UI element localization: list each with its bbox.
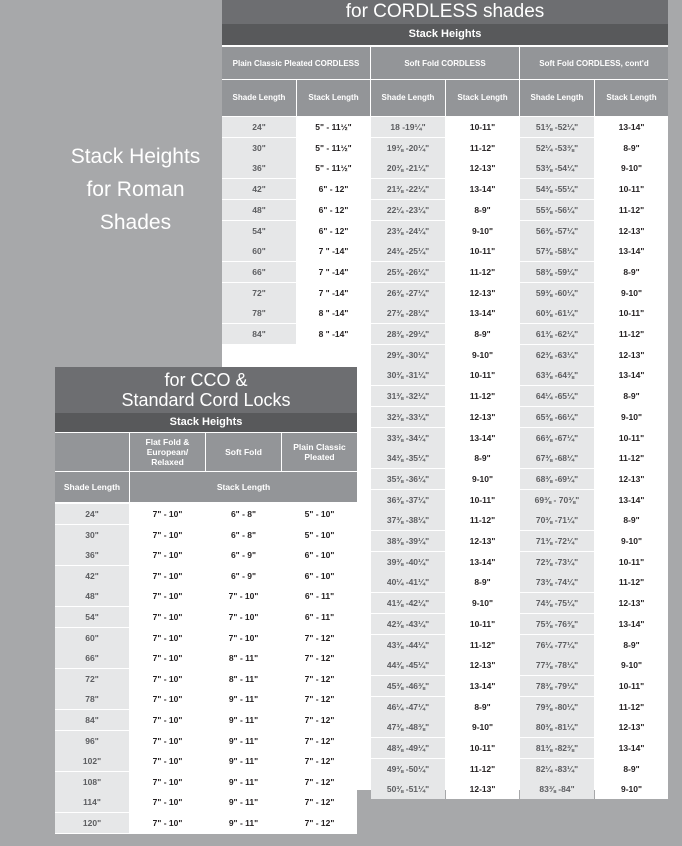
table-cell: 6" - 10" — [282, 545, 357, 565]
table-cell: 8-9" — [595, 510, 668, 530]
table-cell: 26⅜ -27¼" — [371, 283, 445, 303]
table-cell: 27⅜ -28¼" — [371, 303, 445, 323]
table-cell: 10-11" — [446, 490, 519, 510]
table-cell: 21⅜ -22¼" — [371, 179, 445, 199]
table-cell: 9-10" — [446, 717, 519, 737]
table-cell: 9-10" — [595, 407, 668, 427]
table-cell: 48" — [55, 586, 129, 606]
table-cell: 45⅜ -46⅜" — [371, 676, 445, 696]
table-cell: 7" - 10" — [130, 751, 205, 771]
table-cell: 58⅜ -59¼" — [520, 262, 594, 282]
table-cell: 52¼ -53⅜" — [520, 138, 594, 158]
table-cell: 72" — [222, 283, 296, 303]
table-cell: 13-14" — [595, 365, 668, 385]
table-cell: 64¼ -65¼" — [520, 386, 594, 406]
table-cell: 7" - 10" — [206, 607, 281, 627]
table-cell: 9" - 11" — [206, 689, 281, 709]
table-cell: 13-14" — [595, 117, 668, 137]
table-cell: 7 " -14" — [297, 283, 370, 303]
table-cell: 8-9" — [595, 635, 668, 655]
cco-empty-header — [55, 433, 129, 471]
table-cell: 54" — [55, 607, 129, 627]
cco-table — [55, 367, 357, 834]
cco-title — [55, 367, 357, 413]
table-cell: 60⅜ -61¼" — [520, 303, 594, 323]
table-cell: 11-12" — [446, 510, 519, 530]
table-cell: 48" — [222, 200, 296, 220]
side-title-line: for Roman — [86, 178, 185, 201]
table-cell: 8" - 11" — [206, 648, 281, 668]
table-cell: 57⅜ -58¼" — [520, 241, 594, 261]
soft-fold-cordless-column — [371, 47, 519, 795]
table-cell: 9" - 11" — [206, 772, 281, 792]
table-cell: 13-14" — [595, 241, 668, 261]
table-cell: 12-13" — [446, 531, 519, 551]
table-cell: 13-14" — [446, 428, 519, 448]
table-cell: 20⅜ -21¼" — [371, 158, 445, 178]
table-cell: 7" - 10" — [130, 648, 205, 668]
table-cell: 36" — [222, 158, 296, 178]
table-cell: 80⅜ -81¼" — [520, 717, 594, 737]
table-cell: 10-11" — [446, 365, 519, 385]
table-cell: 11-12" — [595, 324, 668, 344]
table-cell: 67⅜ -68¼" — [520, 448, 594, 468]
plain-classic-header: Plain Classic Pleated — [282, 433, 357, 471]
table-cell: 10-11" — [446, 738, 519, 758]
table-cell: 8" - 11" — [206, 669, 281, 689]
table-cell: 47⅜ -48⅜" — [371, 717, 445, 737]
table-cell: 40¼ -41¼" — [371, 572, 445, 592]
table-cell: 37⅜ -38¼" — [371, 510, 445, 530]
table-cell: 54⅜ -55¼" — [520, 179, 594, 199]
table-cell: 7" - 10" — [206, 628, 281, 648]
stack-length-header: Stack Length — [297, 80, 370, 116]
table-cell: 9" - 11" — [206, 731, 281, 751]
table-cell: 12-13" — [446, 283, 519, 303]
table-cell: 10-11" — [595, 428, 668, 448]
plain-classic-cordless-header: Plain Classic Pleated CORDLESS — [222, 47, 370, 79]
table-cell: 7" - 10" — [130, 710, 205, 730]
table-cell: 48⅜ -49¼" — [371, 738, 445, 758]
table-cell: 6" - 12" — [297, 200, 370, 220]
table-cell: 7" - 12" — [282, 813, 357, 833]
table-cell: 11-12" — [446, 635, 519, 655]
table-cell: 18 -19¼" — [371, 117, 445, 137]
table-cell: 9-10" — [446, 593, 519, 613]
table-cell: 42" — [222, 179, 296, 199]
table-cell: 29⅜ -30¼" — [371, 345, 445, 365]
table-cell: 38⅜ -39¼" — [371, 531, 445, 551]
table-cell: 77⅜ -78¼" — [520, 655, 594, 675]
table-cell: 8 " -14" — [297, 303, 370, 323]
table-cell: 28⅜ -29¼" — [371, 324, 445, 344]
table-cell: 8-9" — [595, 262, 668, 282]
table-cell: 5" - 10" — [282, 525, 357, 545]
table-cell: 6" - 12" — [297, 179, 370, 199]
soft-fold-cordless-contd-header: Soft Fold CORDLESS, cont'd — [520, 47, 668, 79]
table-cell: 9-10" — [595, 779, 668, 799]
table-cell: 11-12" — [595, 200, 668, 220]
table-cell: 42⅜ -43¼" — [371, 614, 445, 634]
cco-subtitle: Stack Heights — [55, 413, 357, 432]
table-cell: 10-11" — [595, 676, 668, 696]
table-cell: 11-12" — [446, 138, 519, 158]
table-cell: 8-9" — [446, 324, 519, 344]
table-cell: 7 " -14" — [297, 241, 370, 261]
table-cell: 30" — [222, 138, 296, 158]
table-cell: 13-14" — [595, 490, 668, 510]
table-cell: 12-13" — [595, 221, 668, 241]
table-cell: 72⅜ -73¼" — [520, 552, 594, 572]
flat-fold-header: Flat Fold & European/ Relaxed — [130, 433, 205, 471]
table-cell: 7" - 10" — [130, 772, 205, 792]
table-cell: 13-14" — [595, 614, 668, 634]
table-cell: 6" - 10" — [282, 566, 357, 586]
table-cell: 7" - 10" — [130, 628, 205, 648]
table-cell: 96" — [55, 731, 129, 751]
table-cell: 12-13" — [446, 779, 519, 799]
table-cell: 9-10" — [595, 531, 668, 551]
table-cell: 13-14" — [595, 738, 668, 758]
table-cell: 9-10" — [595, 655, 668, 675]
table-cell: 7" - 12" — [282, 772, 357, 792]
table-cell: 42" — [55, 566, 129, 586]
table-cell: 11-12" — [446, 386, 519, 406]
table-cell: 7" - 10" — [130, 504, 205, 524]
soft-fold-cordless-header: Soft Fold CORDLESS — [371, 47, 519, 79]
table-cell: 25⅜ -26¼" — [371, 262, 445, 282]
table-cell: 36" — [55, 545, 129, 565]
table-cell: 81⅜ -82⅜" — [520, 738, 594, 758]
table-cell: 13-14" — [446, 552, 519, 572]
table-cell: 120" — [55, 813, 129, 833]
table-cell: 8 " -14" — [297, 324, 370, 344]
table-cell: 7" - 12" — [282, 648, 357, 668]
table-cell: 7" - 10" — [130, 813, 205, 833]
table-cell: 13-14" — [446, 303, 519, 323]
table-cell: 7" - 12" — [282, 628, 357, 648]
table-cell: 102" — [55, 751, 129, 771]
cco-title-line: Standard Cord Locks — [121, 390, 291, 410]
table-cell: 62⅜ -63¼" — [520, 345, 594, 365]
stack-length-header: Stack Length — [130, 472, 357, 502]
table-cell: 7" - 10" — [130, 669, 205, 689]
table-cell: 63⅜ -64⅜" — [520, 365, 594, 385]
table-cell: 71⅜ -72¼" — [520, 531, 594, 551]
table-cell: 10-11" — [595, 303, 668, 323]
table-cell: 5" - 11½" — [297, 138, 370, 158]
table-cell: 9-10" — [595, 158, 668, 178]
plain-classic-cordless-column — [222, 47, 370, 339]
table-cell: 78⅜ -79¼" — [520, 676, 594, 696]
table-cell: 50⅜ -51¼" — [371, 779, 445, 799]
table-cell: 9-10" — [446, 469, 519, 489]
table-cell: 12-13" — [446, 655, 519, 675]
cordless-subtitle: Stack Heights — [222, 24, 668, 45]
table-cell: 5" - 11½" — [297, 158, 370, 178]
table-cell: 9" - 11" — [206, 792, 281, 812]
table-cell: 70⅜ -71¼" — [520, 510, 594, 530]
table-cell: 43⅜ -44¼" — [371, 635, 445, 655]
soft-fold-header: Soft Fold — [206, 433, 281, 471]
table-cell: 7" - 10" — [130, 545, 205, 565]
table-cell: 78" — [222, 303, 296, 323]
table-cell: 8-9" — [446, 200, 519, 220]
side-title-line: Shades — [99, 211, 172, 234]
table-cell: 69⅜ - 70⅜" — [520, 490, 594, 510]
table-cell: 13-14" — [446, 676, 519, 696]
table-cell: 23⅜ -24¼" — [371, 221, 445, 241]
table-cell: 7" - 12" — [282, 792, 357, 812]
stack-length-header: Stack Length — [595, 80, 668, 116]
table-cell: 7" - 10" — [130, 525, 205, 545]
table-cell: 11-12" — [595, 572, 668, 592]
shade-length-header: Shade Length — [371, 80, 445, 116]
table-cell: 9-10" — [446, 221, 519, 241]
table-cell: 9-10" — [446, 345, 519, 365]
table-cell: 7" - 10" — [130, 792, 205, 812]
table-cell: 7" - 10" — [130, 607, 205, 627]
table-cell: 12-13" — [595, 345, 668, 365]
table-cell: 6" - 11" — [282, 586, 357, 606]
table-cell: 61⅜ -62¼" — [520, 324, 594, 344]
table-cell: 22¼ -23¼" — [371, 200, 445, 220]
table-cell: 33⅜ -34¼" — [371, 428, 445, 448]
table-cell: 41⅜ -42¼" — [371, 593, 445, 613]
table-cell: 75⅜ -76⅜" — [520, 614, 594, 634]
table-cell: 66⅜ -67¼" — [520, 428, 594, 448]
table-cell: 8-9" — [446, 697, 519, 717]
cco-title-line: for CCO & — [164, 370, 248, 390]
table-cell: 31⅜ -32¼" — [371, 386, 445, 406]
table-cell: 6" - 9" — [206, 545, 281, 565]
table-cell: 7" - 12" — [282, 669, 357, 689]
table-cell: 12-13" — [595, 593, 668, 613]
table-cell: 55⅜ -56¼" — [520, 200, 594, 220]
side-title — [48, 140, 223, 239]
table-cell: 60" — [222, 241, 296, 261]
table-cell: 24" — [55, 504, 129, 524]
table-cell: 8-9" — [446, 448, 519, 468]
table-cell: 79⅜ -80¼" — [520, 697, 594, 717]
table-cell: 11-12" — [446, 759, 519, 779]
table-cell: 30" — [55, 525, 129, 545]
table-cell: 46¼ -47¼" — [371, 697, 445, 717]
table-cell: 74⅜ -75¼" — [520, 593, 594, 613]
table-cell: 10-11" — [446, 117, 519, 137]
table-cell: 6" - 8" — [206, 525, 281, 545]
table-cell: 10-11" — [595, 552, 668, 572]
table-cell: 53⅜ -54¼" — [520, 158, 594, 178]
table-cell: 9" - 11" — [206, 751, 281, 771]
table-cell: 12-13" — [595, 717, 668, 737]
table-cell: 11-12" — [595, 697, 668, 717]
table-cell: 5" - 10" — [282, 504, 357, 524]
table-cell: 5" - 11½" — [297, 117, 370, 137]
table-cell: 68⅜ -69¼" — [520, 469, 594, 489]
table-cell: 56⅜ -57¼" — [520, 221, 594, 241]
table-cell: 19⅜ -20¼" — [371, 138, 445, 158]
table-cell: 76¼ -77¼" — [520, 635, 594, 655]
table-cell: 39⅜ -40¼" — [371, 552, 445, 572]
table-cell: 82¼ -83¼" — [520, 759, 594, 779]
table-cell: 6" - 12" — [297, 221, 370, 241]
table-cell: 44⅜ -45¼" — [371, 655, 445, 675]
table-cell: 12-13" — [595, 469, 668, 489]
table-cell: 24" — [222, 117, 296, 137]
table-cell: 51⅜ -52¼" — [520, 117, 594, 137]
table-cell: 8-9" — [595, 138, 668, 158]
table-cell: 12-13" — [446, 407, 519, 427]
table-cell: 7" - 10" — [206, 586, 281, 606]
table-cell: 7 " -14" — [297, 262, 370, 282]
table-cell: 35⅜ -36¼" — [371, 469, 445, 489]
shade-length-header: Shade Length — [55, 472, 129, 502]
soft-fold-cordless-contd-column — [520, 47, 668, 795]
table-cell: 30⅜ -31¼" — [371, 365, 445, 385]
table-cell: 60" — [55, 628, 129, 648]
table-cell: 10-11" — [446, 614, 519, 634]
table-cell: 6" - 9" — [206, 566, 281, 586]
table-cell: 36⅜ -37¼" — [371, 490, 445, 510]
table-cell: 7" - 10" — [130, 586, 205, 606]
table-cell: 13-14" — [446, 179, 519, 199]
table-cell: 66" — [55, 648, 129, 668]
table-cell: 11-12" — [446, 262, 519, 282]
table-cell: 7" - 12" — [282, 689, 357, 709]
shade-length-header: Shade Length — [222, 80, 296, 116]
table-cell: 7" - 12" — [282, 710, 357, 730]
table-cell: 9-10" — [595, 283, 668, 303]
table-cell: 6" - 11" — [282, 607, 357, 627]
table-cell: 32⅜ -33¼" — [371, 407, 445, 427]
table-cell: 7" - 12" — [282, 751, 357, 771]
table-cell: 11-12" — [595, 448, 668, 468]
cordless-title: for CORDLESS shades — [222, 0, 668, 24]
table-cell: 108" — [55, 772, 129, 792]
table-cell: 59⅜ -60¼" — [520, 283, 594, 303]
table-cell: 54" — [222, 221, 296, 241]
stack-length-header: Stack Length — [446, 80, 519, 116]
table-cell: 7" - 12" — [282, 731, 357, 751]
table-cell: 83⅜ -84" — [520, 779, 594, 799]
table-cell: 78" — [55, 689, 129, 709]
table-cell: 10-11" — [446, 241, 519, 261]
table-cell: 7" - 10" — [130, 566, 205, 586]
table-cell: 24⅜ -25¼" — [371, 241, 445, 261]
table-cell: 7" - 10" — [130, 731, 205, 751]
table-cell: 34⅜ -35¼" — [371, 448, 445, 468]
table-cell: 10-11" — [595, 179, 668, 199]
table-cell: 9" - 11" — [206, 813, 281, 833]
table-cell: 49⅜ -50¼" — [371, 759, 445, 779]
table-cell: 8-9" — [446, 572, 519, 592]
table-cell: 8-9" — [595, 386, 668, 406]
table-cell: 7" - 10" — [130, 689, 205, 709]
table-cell: 114" — [55, 792, 129, 812]
table-cell: 73⅜ -74¼" — [520, 572, 594, 592]
table-cell: 9" - 11" — [206, 710, 281, 730]
table-cell: 84" — [222, 324, 296, 344]
shade-length-header: Shade Length — [520, 80, 594, 116]
table-cell: 6" - 8" — [206, 504, 281, 524]
table-cell: 66" — [222, 262, 296, 282]
table-cell: 65⅜ -66¼" — [520, 407, 594, 427]
side-title-line: Stack Heights — [70, 145, 201, 168]
table-cell: 8-9" — [595, 759, 668, 779]
table-cell: 12-13" — [446, 158, 519, 178]
table-cell: 84" — [55, 710, 129, 730]
table-cell: 72" — [55, 669, 129, 689]
